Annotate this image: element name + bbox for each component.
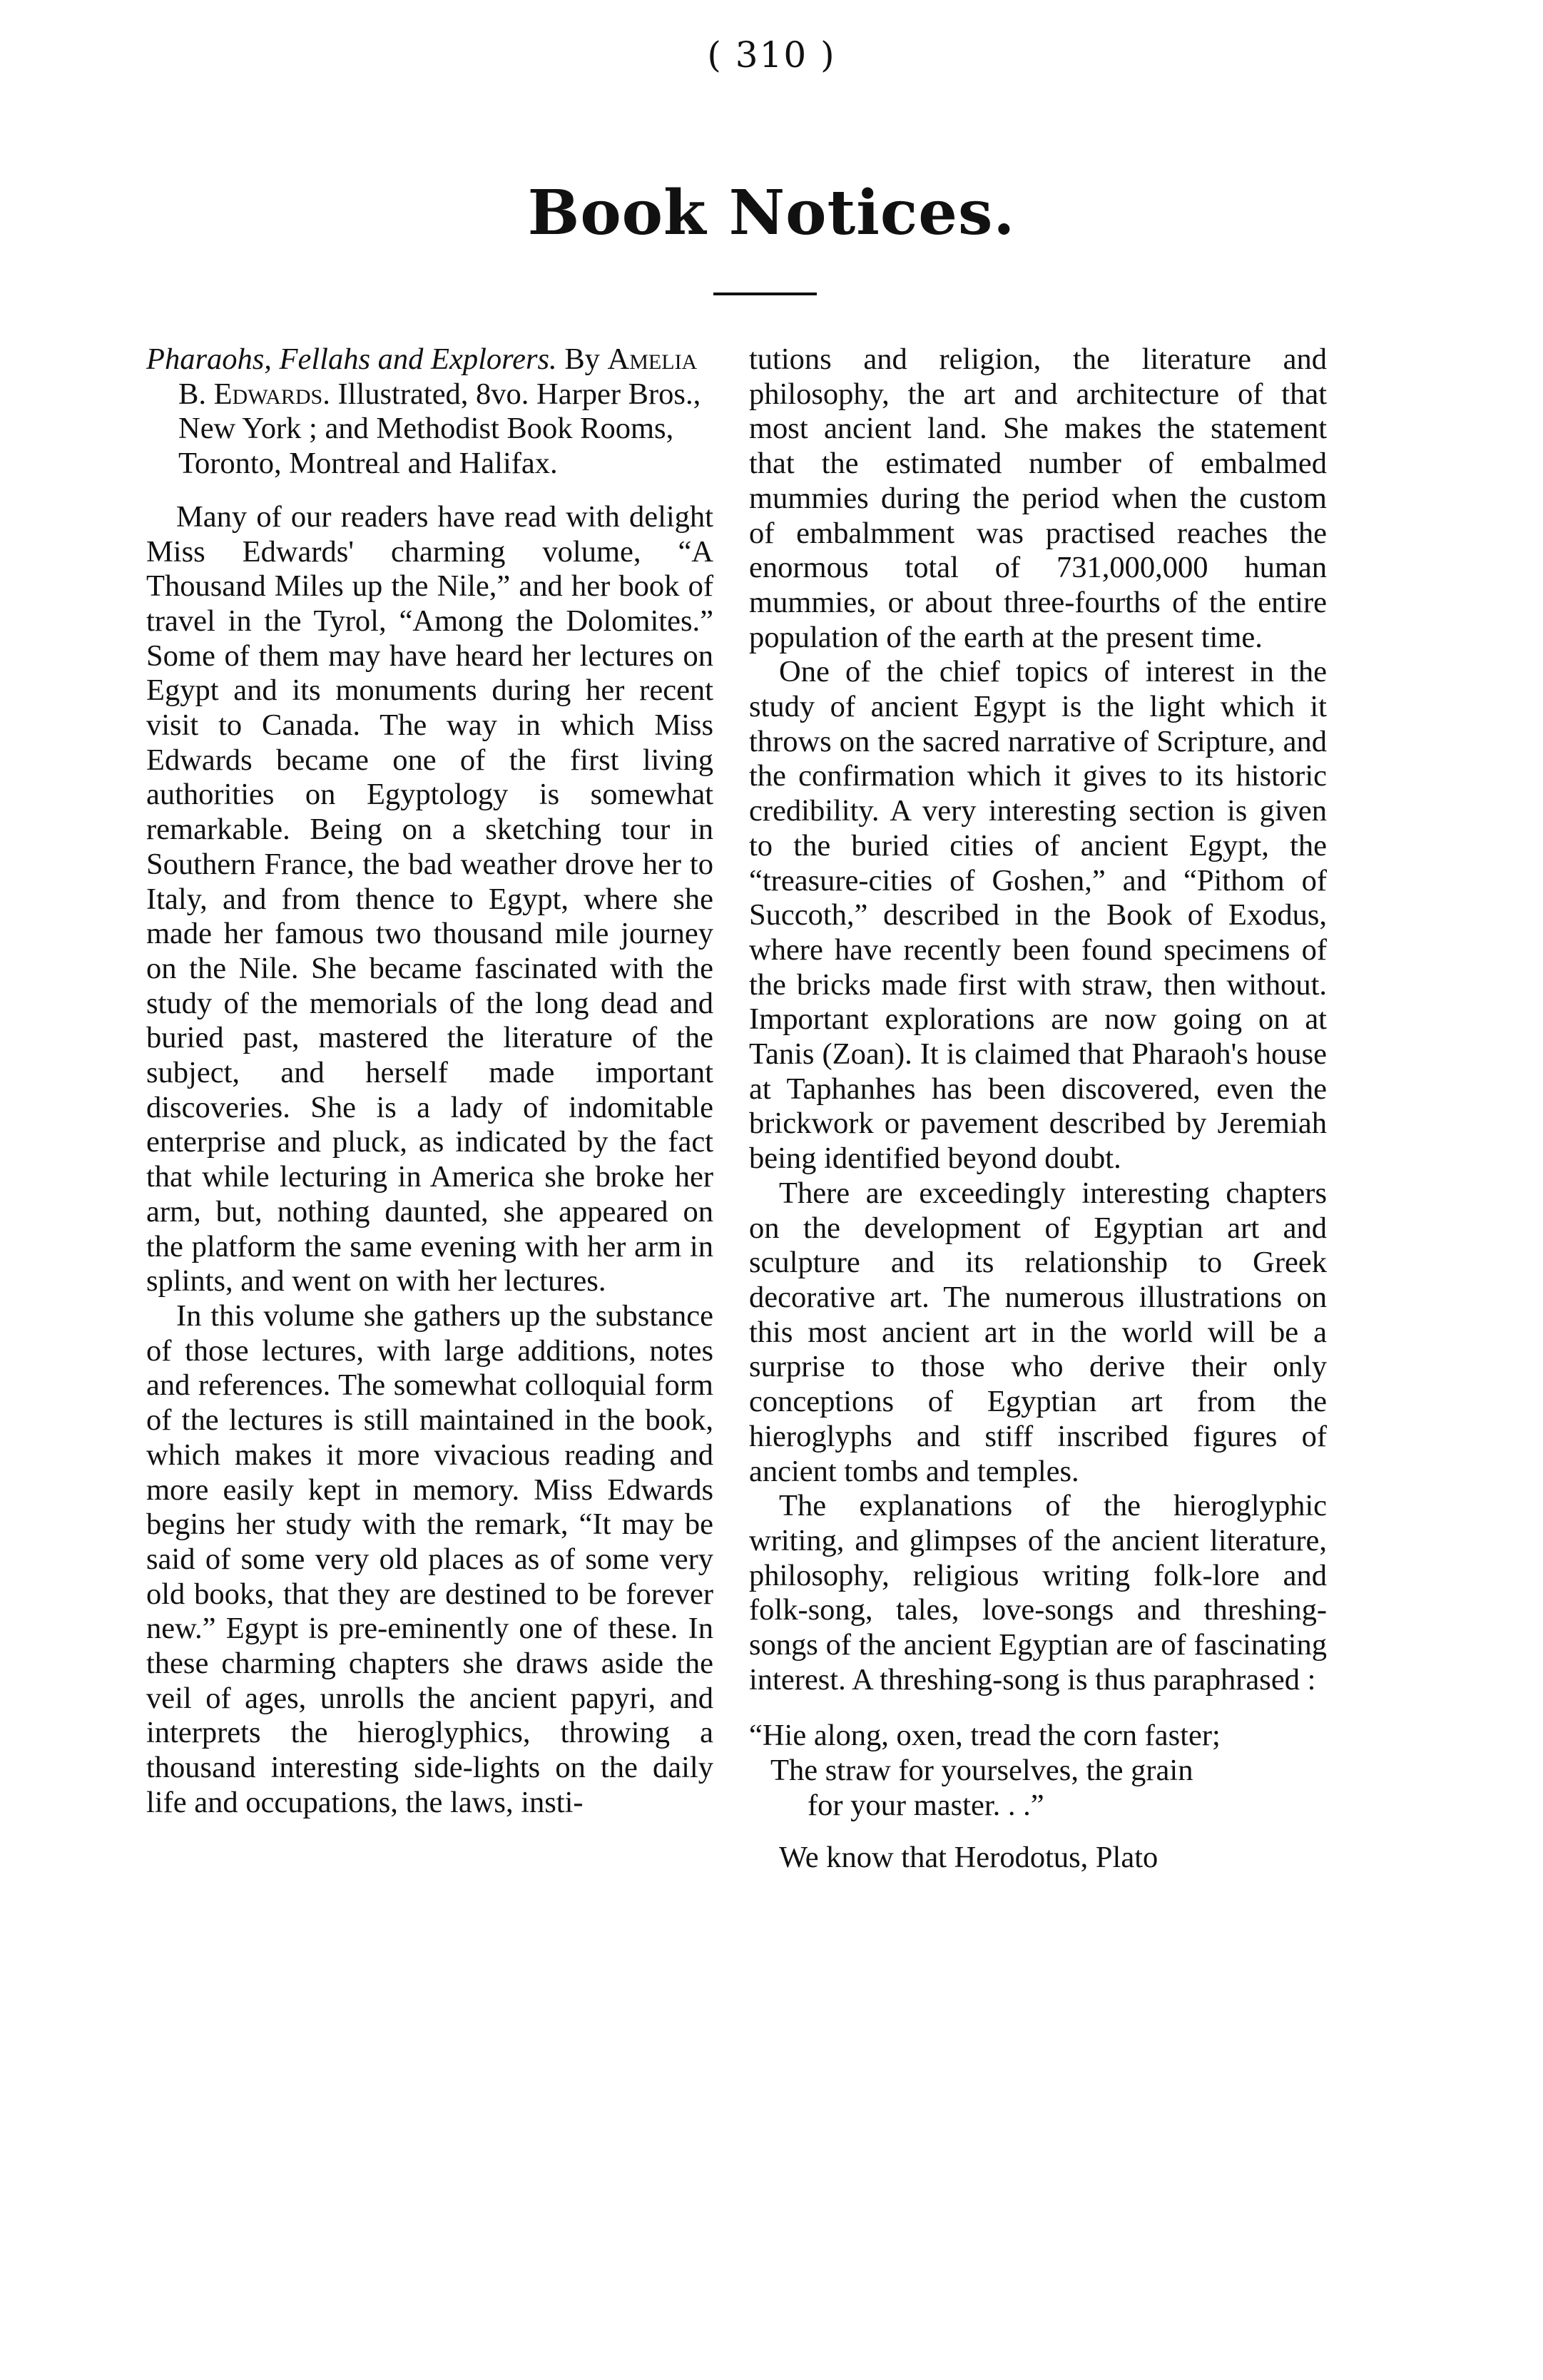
- paragraph: The explanations of the hieroglyphic writing, and glimpses of the ancient literature, philosophy, religious writing folk-lore and folk-song, tales, love-songs and threshing-songs of the ancient Egyptian are of fascinating interest. A threshing-song is thus paraphrased :: [749, 1489, 1327, 1697]
- closing-line: We know that Herodotus, Plato: [779, 1840, 1158, 1874]
- paragraph: Many of our readers have read with delight Miss Edwards' charming volume, “A Thousand Miles up the Nile,” and her book of travel in the Tyrol, “Among the Dolomites.” Some of them may have heard her lectures on Egypt and its monuments during her recent visit to Canada. The way in which Miss Edwards became one of the first living authorities on Egyptology is somewhat remarkable. Being on a sketching tour in Southern France, the bad weather drove her to Italy, and from thence to Egypt, where she made her famous two thousand mile journey on the Nile. She became fascinated with the study of the memorials of the long dead and buried past, mastered the literature of the subject, and herself made important discoveries. She is a lady of indomitable enterprise and pluck, as indicated by the fact that while lecturing in America she broke her arm, but, nothing daunted, she appeared on the platform the same evening with her arm in splints, and went on with her lectures.: [146, 499, 713, 1298]
- right-column: [749, 342, 1327, 1875]
- left-column: [146, 342, 713, 1821]
- paragraph: tutions and religion, the literature and philosophy, the art and architecture of that most ancient land. She makes the statement that the estimated number of embalmed mummies during the period when the custom of embalmment was practised reaches the enormous total of 731,000,000 human mummies, or about three-fourths of the entire population of the earth at the present time.: [749, 342, 1327, 654]
- verse-quote: [749, 1719, 1327, 1823]
- verse-line: for your master. . .”: [808, 1788, 1044, 1822]
- book-heading: [146, 342, 713, 482]
- book-author: Amelia B. Edwards.: [178, 342, 698, 411]
- book-details: Illustrated, 8vo. Harper Bros., New York ; and Methodist Book Rooms, Toronto, Montreal and Halifax.: [178, 377, 701, 481]
- verse-line: The straw for yourselves, the grain: [770, 1754, 1193, 1788]
- section-title: Book Notices.: [527, 177, 1016, 249]
- book-by: By: [564, 342, 600, 376]
- paragraph: There are exceedingly interesting chapters on the development of Egyptian art and sculpture and its relationship to Greek decorative art. The numerous illustrations on this most ancient art in the world will be a surprise to those who derive their only conceptions of Egyptian art from the hieroglyphs and stiff inscribed figures of ancient tombs and temples.: [749, 1176, 1327, 1488]
- paragraph: In this volume she gathers up the substance of those lectures, with large additions, notes and references. The somewhat colloquial form of the lectures is still maintained in the book, which makes it more vivacious reading and more easily kept in memory. Miss Edwards begins her study with the remark, “It may be said of some very old places as of some very old books, that they are destined to be forever new.” Egypt is pre-eminently one of these. In these charming chapters she draws aside the veil of ages, unrolls the ancient papyri, and interprets the hieroglyphics, throwing a thousand interesting side-lights on the daily life and occupations, the laws, insti-: [146, 1298, 713, 1819]
- title-divider: [713, 293, 817, 295]
- verse-line: “Hie along, oxen, tread the corn faster;: [749, 1719, 1221, 1753]
- page-number: ( 310 ): [707, 34, 836, 76]
- book-title: Pharaohs, Fellahs and Explorers.: [146, 342, 557, 376]
- paragraph: One of the chief topics of interest in the study of ancient Egypt is the light which it throws on the sacred narrative of Scripture, and the confirmation which it gives to its historic credibility. A very interesting section is given to the buried cities of ancient Egypt, the “treasure-cities of Goshen,” and “Pithom of Succoth,” described in the Book of Exodus, where have recently been found specimens of the bricks made first with straw, then without. Important explorations are now going on at Tanis (Zoan). It is claimed that Pharaoh's house at Taphanhes has been discovered, even the brickwork or pavement described by Jeremiah being identified beyond doubt.: [749, 655, 1327, 1176]
